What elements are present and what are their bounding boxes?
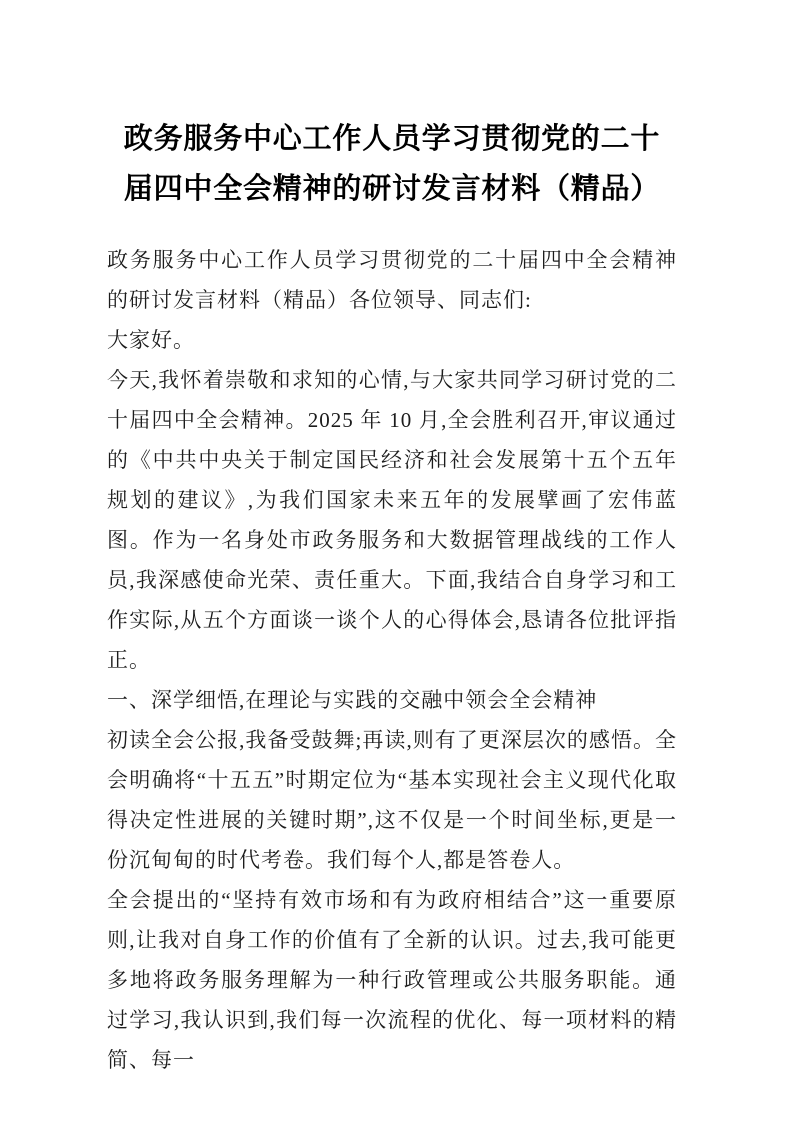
paragraph-section1-b: 全会提出的“坚持有效市场和有为政府相结合”这一重要原则,让我对自身工作的价值有了全新的认识。过去,我可能更多地将政务服务理解为一种行政管理或公共服务职能。通过学习,我认识到,我们每一次流程的优化、每一项材料的精简、每一	[107, 888, 677, 1072]
document-title: 政务服务中心工作人员学习贯彻党的二十届四中全会精神的研讨发言材料（精品）	[123, 123, 661, 205]
paragraph-section1-a: 初读全会公报,我备受鼓舞;再读,则有了更深层次的感悟。全会明确将“十五五”时期定位为“基本实现社会主义现代化取得决定性进展的关键时期”,这不仅是一个时间坐标,更是一份沉甸甸的时代考卷。我们每个人,都是答卷人。	[107, 728, 677, 872]
paragraph-intro: 今天,我怀着崇敬和求知的心情,与大家共同学习研讨党的二十届四中全会精神。2025 年 10 月,全会胜利召开,审议通过的《中共中央关于制定国民经济和社会发展第十五个五年规划的建议》,为我们国家未来五年的发展擘画了宏伟蓝图。作为一名身处市政务服务和大数据管理战线的工作人员,我深感使命光荣、责任重大。下面,我结合自身学习和工作实际,从五个方面谈一谈个人的心得体会,恳请各位批评指正。	[107, 368, 677, 672]
section-heading-1: 一、深学细悟,在理论与实践的交融中领会全会精神	[107, 688, 598, 712]
paragraph-greeting: 大家好。	[107, 328, 195, 352]
paragraph-salutation: 政务服务中心工作人员学习贯彻党的二十届四中全会精神的研讨发言材料（精品）各位领导、同志们:	[107, 248, 677, 312]
document-body	[107, 240, 677, 1080]
